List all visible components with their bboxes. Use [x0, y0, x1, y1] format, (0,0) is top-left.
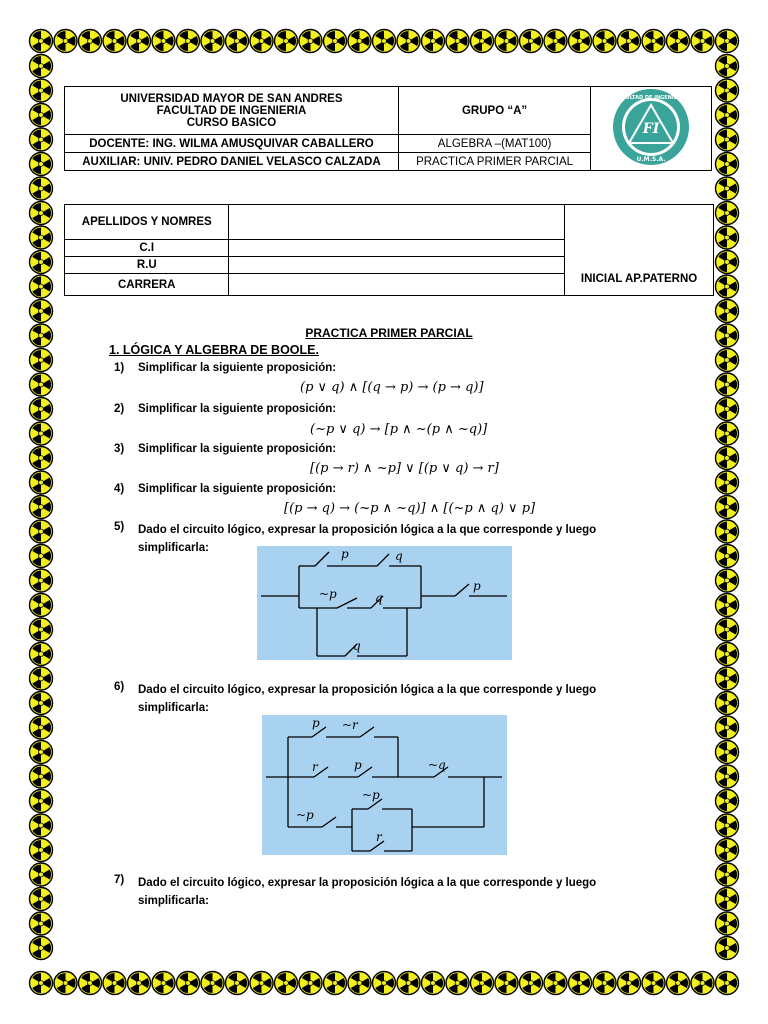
question-number: 1): [114, 362, 125, 374]
border-ornament: [30, 447, 53, 470]
border-ornament: [716, 55, 739, 78]
question-text: Dado el circuito lógico, expresar la proposición lógica a la que corresponde y luego simplificarla:: [138, 877, 597, 907]
practice-title: PRACTICA PRIMER PARCIAL: [305, 326, 473, 340]
border-ornament: [30, 226, 53, 249]
border-ornament: [30, 55, 53, 78]
border-ornament: [373, 30, 396, 53]
border-ornament: [716, 202, 739, 225]
border-ornament: [716, 594, 739, 617]
border-ornament: [716, 545, 739, 568]
question-text: Simplificar la siguiente proposición:: [138, 403, 337, 415]
career-label: CARRERA: [65, 274, 229, 296]
border-ornament: [618, 972, 641, 995]
institution-cell: [65, 87, 399, 135]
border-ornament: [716, 863, 739, 886]
border-ornament: [716, 716, 739, 739]
border-ornament: [397, 972, 420, 995]
border-ornament: [30, 300, 53, 323]
switch-label: ~p: [319, 587, 337, 601]
question-text: Dado el circuito lógico, expresar la proposición lógica a la que corresponde y luego simplificarla:: [138, 684, 597, 714]
border-ornament: [716, 765, 739, 788]
logic-circuit-6: [262, 715, 507, 855]
decorative-border-right: [714, 28, 740, 996]
border-ornament: [177, 972, 200, 995]
border-ornament: [30, 741, 53, 764]
assistant-cell: AUXILIAR: UNIV. PEDRO DANIEL VELASCO CALZADA: [65, 153, 399, 171]
decorative-border-left: [28, 28, 54, 996]
question-number: 7): [114, 874, 125, 886]
logo-cell: [591, 87, 712, 171]
question-number: 6): [114, 681, 125, 693]
border-ornament: [716, 814, 739, 837]
switch-label: ~p: [362, 788, 380, 802]
border-ornament: [30, 373, 53, 396]
question-text: Simplificar la siguiente proposición:: [138, 362, 337, 374]
border-ornament: [569, 972, 592, 995]
formula-4: [(p → q) → (~p ∧ ~q)] ∧ [(~p ∧ q) ∨ p]: [284, 501, 536, 516]
border-ornament: [152, 972, 175, 995]
border-ornament: [593, 30, 616, 53]
border-ornament: [397, 30, 420, 53]
switch-label: r: [312, 760, 318, 774]
formula-2: (~p ∨ q) → [p ∧ ~(p ∧ ~q)]: [310, 422, 488, 437]
group-title: GRUPO “A”: [398, 87, 590, 135]
question-number: 4): [114, 483, 125, 495]
border-ornament: [30, 324, 53, 347]
switch-label: p: [341, 547, 349, 561]
border-ornament: [324, 972, 347, 995]
border-ornament: [30, 912, 53, 935]
switch-label: q: [353, 639, 361, 653]
faculty-name: FACULTAD DE INGENIERIA: [156, 104, 307, 117]
border-ornament: [716, 692, 739, 715]
course-name: CURSO BASICO: [186, 116, 277, 129]
border-ornament: [716, 79, 739, 102]
border-ornament: [30, 153, 53, 176]
border-ornament: [544, 972, 567, 995]
border-ornament: [30, 79, 53, 102]
border-ornament: [667, 30, 690, 53]
border-ornament: [716, 471, 739, 494]
border-ornament: [716, 520, 739, 543]
border-ornament: [30, 471, 53, 494]
logic-circuit-5: [257, 546, 512, 660]
border-ornament: [30, 545, 53, 568]
border-ornament: [373, 972, 396, 995]
question-number: 3): [114, 443, 125, 455]
student-form-table: [64, 204, 714, 296]
border-ornament: [716, 177, 739, 200]
border-ornament: [716, 888, 739, 911]
border-ornament: [716, 226, 739, 249]
border-ornament: [716, 251, 739, 274]
border-ornament: [201, 30, 224, 53]
border-ornament: [79, 30, 102, 53]
border-ornament: [30, 177, 53, 200]
decorative-border-top: [28, 28, 740, 54]
border-ornament: [716, 790, 739, 813]
logo-bottom-text: U.M.S.A.: [636, 156, 666, 163]
border-ornament: [152, 30, 175, 53]
border-ornament: [177, 30, 200, 53]
question-number: 2): [114, 403, 125, 415]
switch-label: r: [376, 830, 382, 844]
header-table: [64, 86, 712, 171]
border-ornament: [667, 972, 690, 995]
subject-cell: ALGEBRA –(MAT100): [398, 135, 590, 153]
border-ornament: [299, 30, 322, 53]
border-ornament: [520, 972, 543, 995]
border-ornament: [422, 972, 445, 995]
practice-cell: PRACTICA PRIMER PARCIAL: [398, 153, 590, 171]
border-ornament: [520, 30, 543, 53]
border-ornament: [716, 741, 739, 764]
formula-3: [(p → r) ∧ ~p] ∨ [(p ∨ q) → r]: [310, 461, 499, 476]
border-ornament: [30, 667, 53, 690]
border-ornament: [54, 972, 77, 995]
switch-label: ~q: [428, 758, 446, 772]
border-ornament: [128, 972, 151, 995]
border-ornament: [30, 128, 53, 151]
border-ornament: [716, 349, 739, 372]
border-ornament: [226, 972, 249, 995]
logo-top-text: FACULTAD DE INGENIERIA: [615, 95, 687, 101]
border-ornament: [716, 912, 739, 935]
switch-label: q: [395, 549, 403, 563]
border-ornament: [30, 594, 53, 617]
border-ornament: [30, 569, 53, 592]
names-label: APELLIDOS Y NOMRES: [65, 205, 229, 240]
border-ornament: [30, 765, 53, 788]
border-ornament: [716, 496, 739, 519]
border-ornament: [446, 30, 469, 53]
border-ornament: [30, 790, 53, 813]
border-ornament: [422, 30, 445, 53]
university-name: UNIVERSIDAD MAYOR DE SAN ANDRES: [120, 92, 343, 105]
border-ornament: [716, 153, 739, 176]
border-ornament: [30, 104, 53, 127]
border-ornament: [716, 667, 739, 690]
border-ornament: [593, 972, 616, 995]
border-ornament: [275, 972, 298, 995]
border-ornament: [30, 349, 53, 372]
border-ornament: [128, 30, 151, 53]
logo-mark: FI: [642, 121, 660, 137]
border-ornament: [30, 496, 53, 519]
border-ornament: [54, 30, 77, 53]
ci-field[interactable]: [229, 240, 565, 257]
border-ornament: [103, 30, 126, 53]
border-ornament: [642, 972, 665, 995]
switch-label: ~p: [296, 808, 314, 822]
border-ornament: [716, 275, 739, 298]
border-ornament: [716, 422, 739, 445]
section-heading: 1. LÓGICA Y ALGEBRA DE BOOLE.: [109, 343, 319, 357]
border-ornament: [618, 30, 641, 53]
border-ornament: [471, 30, 494, 53]
switch-label: p: [312, 716, 320, 730]
border-ornament: [79, 972, 102, 995]
border-ornament: [30, 716, 53, 739]
border-ornament: [495, 30, 518, 53]
question-text: Dado el circuito lógico, expresar la proposición lógica a la que corresponde y luego simplificarla:: [138, 524, 597, 554]
border-ornament: [446, 972, 469, 995]
border-ornament: [716, 618, 739, 641]
faculty-logo: [599, 87, 703, 167]
border-ornament: [103, 972, 126, 995]
border-ornament: [716, 373, 739, 396]
border-ornament: [471, 972, 494, 995]
names-field[interactable]: [229, 205, 565, 240]
border-ornament: [30, 618, 53, 641]
border-ornament: [30, 275, 53, 298]
border-ornament: [30, 937, 53, 960]
border-ornament: [495, 972, 518, 995]
border-ornament: [30, 839, 53, 862]
border-ornament: [30, 692, 53, 715]
formula-1: (p ∨ q) ∧ [(q → p) → (p → q)]: [300, 380, 484, 395]
border-ornament: [348, 972, 371, 995]
question-number: 5): [114, 521, 125, 533]
ru-field[interactable]: [229, 257, 565, 274]
border-ornament: [30, 863, 53, 886]
border-ornament: [324, 30, 347, 53]
border-ornament: [716, 643, 739, 666]
border-ornament: [201, 972, 224, 995]
border-ornament: [716, 447, 739, 470]
border-ornament: [348, 30, 371, 53]
ru-label: R.U: [65, 257, 229, 274]
border-ornament: [569, 30, 592, 53]
border-ornament: [642, 30, 665, 53]
border-ornament: [30, 520, 53, 543]
switch-label: p: [473, 579, 481, 593]
border-ornament: [716, 300, 739, 323]
border-ornament: [30, 398, 53, 421]
border-ornament: [716, 398, 739, 421]
question-text: Simplificar la siguiente proposición:: [138, 483, 337, 495]
border-ornament: [30, 202, 53, 225]
border-ornament: [716, 569, 739, 592]
decorative-border-bottom: [28, 970, 740, 996]
border-ornament: [30, 643, 53, 666]
border-ornament: [250, 30, 273, 53]
border-ornament: [691, 972, 714, 995]
border-ornament: [716, 128, 739, 151]
border-ornament: [30, 888, 53, 911]
ci-label: C.I: [65, 240, 229, 257]
border-ornament: [275, 30, 298, 53]
border-ornament: [716, 324, 739, 347]
teacher-cell: DOCENTE: ING. WILMA AMUSQUIVAR CABALLERO: [65, 135, 399, 153]
border-ornament: [299, 972, 322, 995]
border-ornament: [716, 839, 739, 862]
career-field[interactable]: [229, 274, 565, 296]
border-ornament: [716, 104, 739, 127]
switch-label: q: [375, 591, 383, 605]
border-ornament: [544, 30, 567, 53]
border-ornament: [250, 972, 273, 995]
initial-label: INICIAL AP.PATERNO: [565, 205, 714, 296]
switch-label: p: [354, 758, 362, 772]
border-ornament: [30, 422, 53, 445]
border-ornament: [691, 30, 714, 53]
border-ornament: [30, 814, 53, 837]
switch-label: ~r: [342, 718, 358, 732]
border-ornament: [226, 30, 249, 53]
question-text: Simplificar la siguiente proposición:: [138, 443, 337, 455]
border-ornament: [716, 937, 739, 960]
border-ornament: [30, 251, 53, 274]
